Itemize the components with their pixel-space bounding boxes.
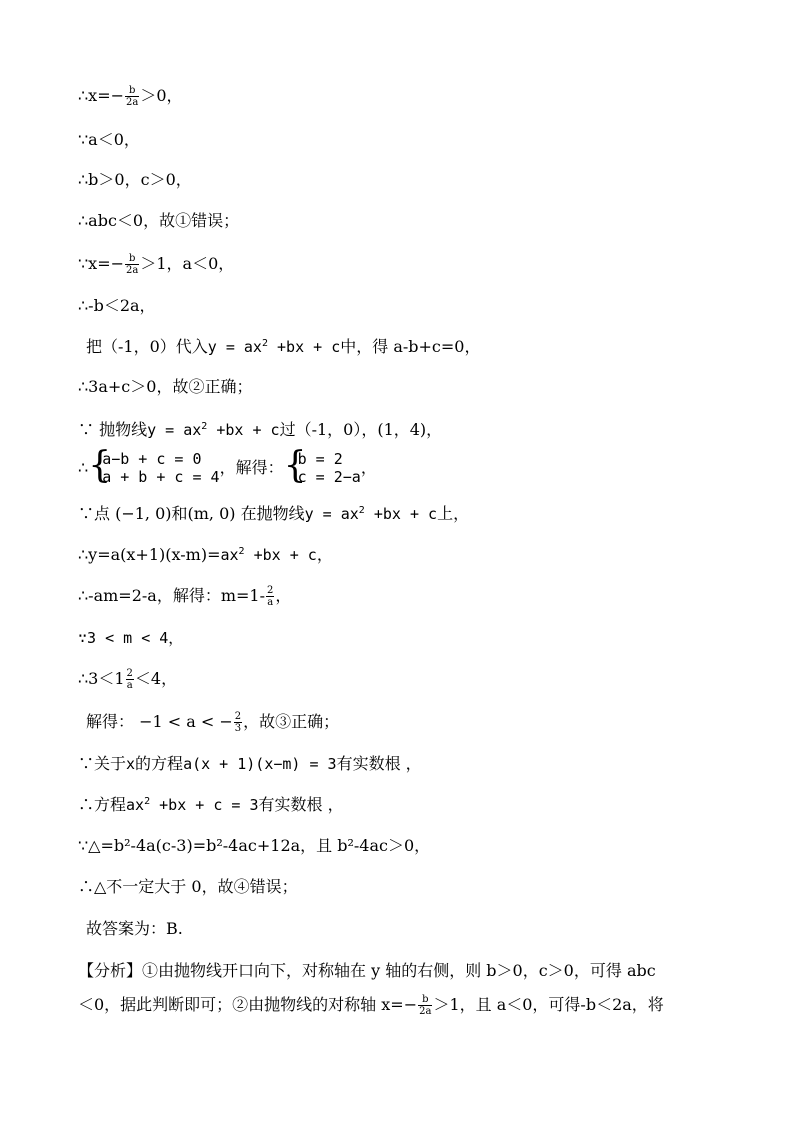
line-5: ∵x=− $\frac{b}{2a}$ ＞1，a＜0， (78, 253, 235, 276)
line-1: ∴x=− $\frac{b}{2a}$ ＞0， (78, 85, 183, 108)
line-13: ∴-am=2-a，解得：m=1- $\frac{2}{a}$ ， (78, 585, 292, 608)
brace-icon: { (283, 445, 307, 486)
line-21: 故答案为：B. (86, 919, 183, 938)
analysis-paragraph (78, 954, 740, 1022)
fraction: $\frac{b}{2a}$ (419, 994, 432, 1017)
line-11: ∵点 (−1, 0)和(m, 0) 在抛物线$y = ax^2 +bx + c$上， (78, 504, 470, 523)
line-16: 解得： −1 < a < − $\frac{2}{3}$ ，故③正确； (86, 711, 340, 734)
line-3: ∴b＞0，c＞0， (78, 170, 192, 189)
line-9: ∵ 抛物线$y = ax^2 +bx + c$过（-1，0），(1，4)， (78, 420, 443, 439)
line-4: ∴abc＜0，故①错误； (78, 211, 240, 230)
line-19: ∵△=b²-4a(c-3)=b²-4ac+12a，且 b²-4ac＞0， (78, 836, 431, 855)
fraction: $\frac{2}{a}$ (126, 668, 133, 691)
line-14: ∵3 < m < 4， (78, 629, 184, 647)
line-15: ∴3＜1 $\frac{2}{a}$ ＜4， (78, 668, 178, 691)
fraction: $\frac{2}{a}$ (267, 585, 274, 608)
line-20: ∴△不一定大于 0，故④错误； (78, 877, 298, 896)
line-6: ∴-b＜2a， (78, 296, 156, 315)
line-17: ∵关于x的方程a(x + 1)(x−m) = 3有实数根 ， (78, 754, 422, 773)
line-10: ∴ { a−b + c = 0 a + b + c = 4 ，解得： { b = 2 c = 2−a ， (78, 445, 377, 486)
line-2: ∵a＜0， (78, 130, 140, 149)
fraction: $\frac{2}{3}$ (234, 711, 242, 734)
solution-system: { b = 2 c = 2−a (283, 445, 361, 486)
fraction: $\frac{b}{2a}$ (126, 253, 139, 276)
equation-system: { a−b + c = 0 a + b + c = 4 (88, 445, 220, 486)
brace-icon: { (88, 445, 112, 486)
analysis-line-2: ＜0，据此判断即可；②由抛物线的对称轴 x=− $\frac{b}{2a}$ ＞1，且 a＜0，可得-b＜2a，将 (78, 994, 664, 1017)
line-12: $\therefore y=a(x+1)(x-m)=ax^2 +bx + c$， (78, 545, 333, 564)
line-7: 把（-1，0）代入$y = ax^2 +bx + c$中，得 a-b+c=0， (86, 337, 481, 356)
fraction: $\frac{b}{2a}$ (126, 85, 139, 108)
line-18: ∴方程$ax^2 +bx + c = 3$有实数根 ， (78, 795, 344, 814)
line-8: ∴3a+c＞0，故②正确； (78, 377, 253, 396)
analysis-line-1: 【分析】①由抛物线开口向下，对称轴在 y 轴的右侧，则 b＞0，c＞0，可得 abc (78, 961, 656, 980)
